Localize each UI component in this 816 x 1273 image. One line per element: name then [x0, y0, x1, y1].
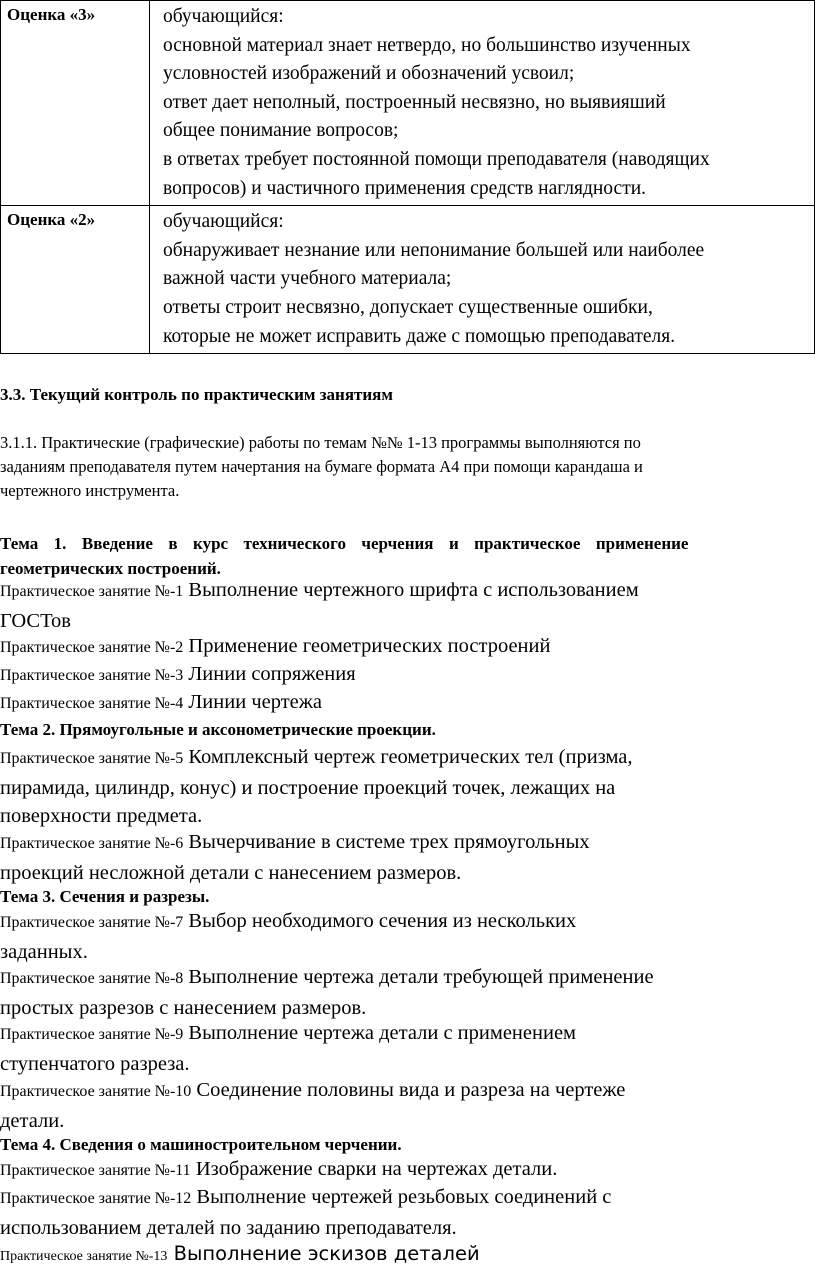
grade-text-line: вопросов) и частичного применения средств наглядности. [163, 177, 647, 199]
lesson-item [0, 828, 590, 887]
lesson-prefix: Практическое занятие №-2 [0, 639, 184, 656]
lesson-prefix: Практическое занятие №-13 [0, 1249, 168, 1264]
lesson-title: Выполнение чертежа детали требующей применение [183, 966, 654, 988]
lesson-item [0, 1019, 576, 1078]
lesson-prefix: Практическое занятие №-3 [0, 667, 184, 684]
lesson-title: поверхности предмета. [0, 805, 203, 827]
grade-label: Оценка «3» [1, 1, 150, 206]
grade-text-line: важной части учебного материала; [163, 268, 452, 290]
grade-row-3 [1, 1, 815, 206]
grades-table [0, 0, 815, 354]
lesson-title: Применение геометрических построений [183, 635, 551, 657]
lesson-item [0, 660, 356, 691]
lesson-title: ГОСТов [0, 609, 71, 632]
lesson-title: Выполнение чертежного шрифта с использованием [183, 579, 639, 601]
theme-heading: Тема 2. Прямоугольные и аксонометрические проекции. [0, 720, 436, 739]
paragraph-line: 3.1.1. Практические (графические) работы по темам №№ 1-13 программы выполняются по [0, 433, 641, 452]
lesson-prefix: Практическое занятие №-7 [0, 914, 184, 931]
grade-description [150, 1, 815, 206]
lesson-title: пирамида, цилиндр, конус) и построение проекций точек, лежащих на [0, 776, 616, 799]
lesson-prefix: Практическое занятие №-11 [0, 1162, 191, 1179]
lesson-item [0, 1183, 611, 1242]
lesson-item [0, 907, 576, 966]
grade-text-line: в ответах требует постоянной помощи преподавателя (наводящих [163, 148, 710, 170]
lesson-item [0, 1076, 625, 1135]
lesson-prefix: Практическое занятие №-12 [0, 1190, 192, 1207]
lesson-title: Соединение половины вида и разреза на чертеже [191, 1079, 626, 1101]
theme-heading: Тема 4. Сведения о машиностроительном черчении. [0, 1135, 402, 1154]
lesson-item [0, 576, 639, 635]
grade-text-line: обнаруживает незнание или непонимание большей или наиболее [163, 239, 705, 261]
lesson-title: заданных. [0, 940, 88, 963]
lesson-title: Выбор необходимого сечения из нескольких [183, 910, 577, 932]
lesson-prefix: Практическое занятие №-10 [0, 1083, 192, 1100]
lesson-prefix: Практическое занятие №-9 [0, 1026, 184, 1043]
grade-text-line: условностей изображений и обозначений усвоил; [163, 63, 575, 85]
lesson-title: простых разрезов с нанесением размеров. [0, 996, 367, 1019]
lesson-title: использованием деталей по заданию преподавателя. [0, 1216, 457, 1239]
paragraph-line: чертежного инструмента. [0, 481, 180, 500]
lesson-item [0, 743, 633, 831]
grade-text-line: которые не может исправить даже с помощью преподавателя. [163, 325, 676, 347]
lesson-title: Линии сопряжения [183, 663, 356, 685]
lesson-prefix: Практическое занятие №-4 [0, 695, 184, 712]
theme-heading: Тема 1. Введение в курс технического черчения и практическое применение [0, 534, 689, 553]
lesson-prefix: Практическое занятие №-8 [0, 970, 184, 987]
lesson-item [0, 1155, 557, 1186]
theme-heading: Тема 3. Сечения и разрезы. [0, 887, 210, 906]
grade-text-line: обучающийся: [163, 6, 284, 27]
lesson-prefix: Практическое занятие №-5 [0, 750, 184, 767]
grade-row-2 [1, 206, 815, 354]
lesson-title: Выполнение чертежа детали с применением [183, 1022, 577, 1044]
lesson-title: Выполнение эскизов деталей [167, 1242, 480, 1265]
grade-text-line: ответы строит несвязно, допускает существенные ошибки, [163, 296, 653, 318]
lesson-item [0, 963, 654, 1022]
grade-label: Оценка «2» [1, 206, 150, 354]
lesson-title: Выполнение чертежей резьбовых соединений с [191, 1186, 612, 1208]
lesson-title: Изображение сварки на чертежах детали. [190, 1158, 558, 1180]
lesson-title: детали. [0, 1109, 65, 1132]
lesson-prefix: Практическое занятие №-1 [0, 583, 184, 600]
theme-heading: геометрических построений. [0, 559, 221, 578]
lesson-item [0, 688, 322, 719]
lesson-item [0, 1240, 480, 1272]
grade-text-line: ответ дает неполный, построенный несвязно, но выявияший [163, 91, 666, 113]
lesson-title: проекций несложной детали с нанесением размеров. [0, 861, 462, 884]
lesson-title: Комплексный чертеж геометрических тел (призма, [183, 746, 633, 768]
paragraph-line: заданиям преподавателя путем начертания на бумаге формата А4 при помощи карандаша и [0, 457, 643, 476]
lesson-title: ступенчатого разреза. [0, 1052, 190, 1075]
section-paragraph [0, 431, 643, 503]
grade-text-line: общее понимание вопросов; [163, 120, 399, 142]
lesson-prefix: Практическое занятие №-6 [0, 835, 184, 852]
lesson-title: Линии чертежа [183, 691, 323, 713]
grade-description [150, 206, 815, 354]
section-heading: 3.3. Текущий контроль по практическим занятиям [0, 385, 393, 404]
lesson-title: Вычерчивание в системе трех прямоугольных [183, 831, 590, 853]
grade-text-line: обучающийся: [163, 211, 284, 233]
lesson-item [0, 632, 550, 663]
grade-text-line: основной материал знает нетвердо, но большинство изученных [163, 34, 691, 56]
